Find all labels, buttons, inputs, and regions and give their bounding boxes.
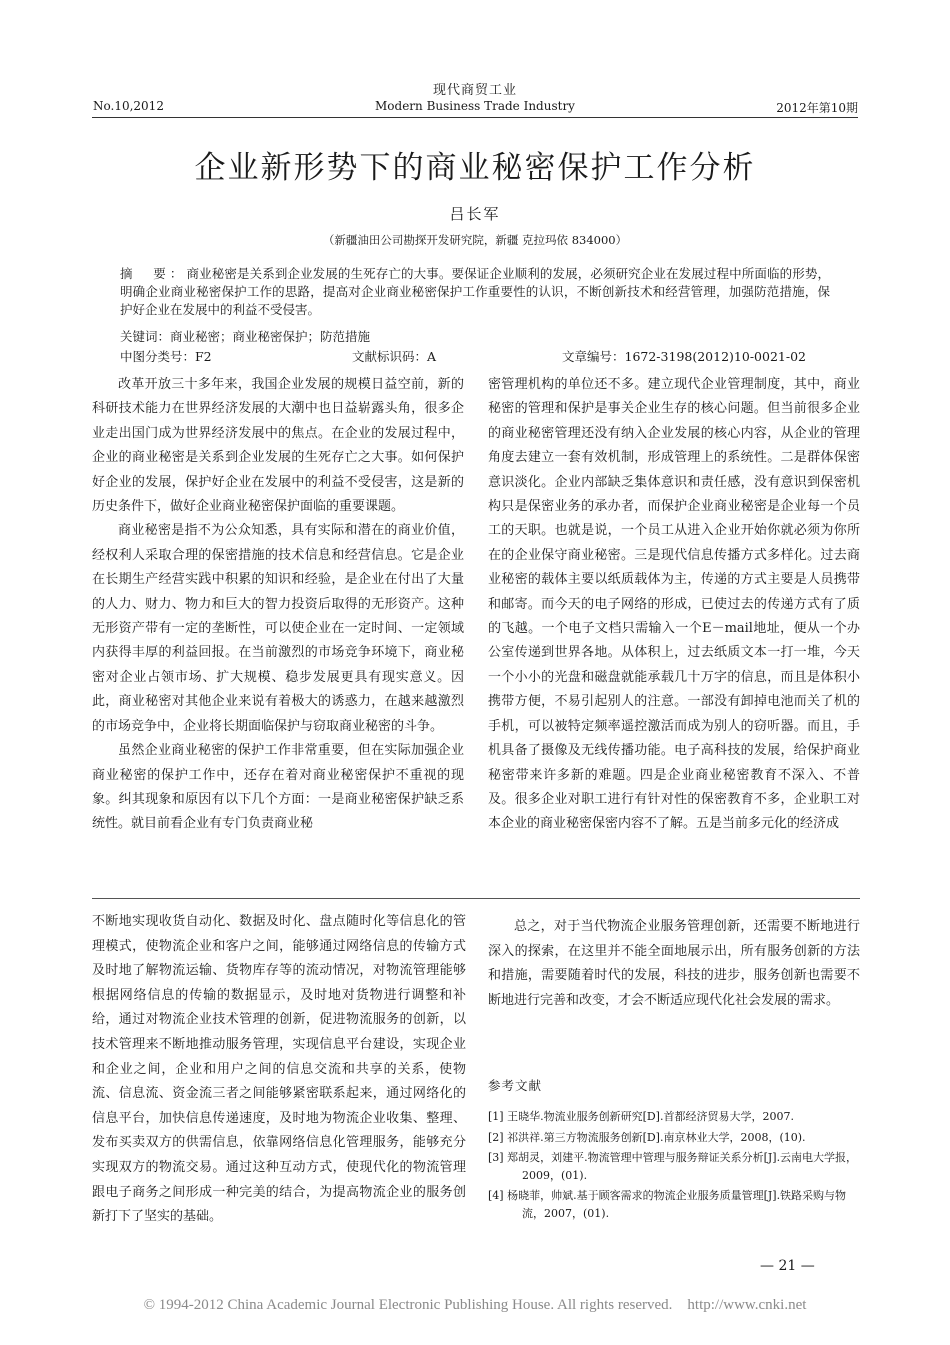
abstract-text: 商业秘密是关系到企业发展的生死存亡的大事。要保证企业顺利的发展，必须研究企业在发展过程中所面临的形势，明确企业商业秘密保护工作的思路，提高对企业商业秘密保护工作重要性的认识，不断创新技术和经营管理，加强防范措施，保护好企业在发展中的利益不受侵害。 [120, 266, 830, 317]
reference-item: [4] 杨晓菲，帅斌.基于顾客需求的物流企业服务质量管理[J].铁路采购与物流，2007，(01). [488, 1189, 847, 1220]
references-list [488, 1108, 860, 1225]
reference-item: [1] 王晓华.物流业服务创新研究[D].首都经济贸易大学，2007. [488, 1110, 794, 1123]
header-divider [92, 117, 858, 118]
journal-name-cn: 现代商贸工业 [432, 83, 517, 98]
references-heading: 参考文献 [488, 1078, 543, 1093]
author-affiliation: （新疆油田公司勘探开发研究院，新疆 克拉玛依 834000） [322, 233, 628, 247]
keywords: 关键词：商业秘密；商业秘密保护；防范措施 [120, 329, 371, 344]
paragraph: 不断地实现收货自动化、数据及时化、盘点随时化等信息化的管理模式，使物流企业和客户之间，能够通过网络信息的传输方式及时地了解物流运输、货物库存等的流动情况，对物流管理能够根据网络信息的传输的数据显示，及时地对货物进行调整和补给，通过对物流企业技术管理的创新，促进物流服务的创新，以技术管理来不断地推动服务管理，实现信息平台建设，实现企业和企业之间，企业和用户之间的信息交流和共享的关系，使物流、信息流、资金流三者之间能够紧密联系起来，通过网络化的信息平台，加快信息传递速度，及时地为物流企业收集、整理、发布买卖双方的供需信息，依靠网络信息化管理服务，能够充分实现双方的物流交易。通过这种互动方式，使现代化的物流管理跟电子商务之间形成一种完美的结合，为提高物流企业的服务创新打下了坚实的基础。 [92, 914, 466, 1225]
paragraph: 密管理机构的单位还不多。建立现代企业管理制度，其中，商业秘密的管理和保护是事关企业生存的核心问题。但当前很多企业的商业秘密管理还没有纳入企业发展的核心内容，从企业的管理角度去建立一套有效机制，形成管理上的系统性。二是群体保密意识淡化。企业内部缺乏集体意识和责任感，没有意识到保密机构只是保密业务的承办者，而保护企业商业秘密是企业每一个员工的天职。也就是说，一个员工从进入企业开始你就必须为你所在的企业保守商业秘密。三是现代信息传播方式多样化。过去商业秘密的载体主要以纸质载体为主，传递的方式主要是人员携带和邮寄。而今天的电子网络的形成，已使过去的传递方式有了质的飞越。一个电子文档只需输入一个E－mail地址，便从一个办公室传递到世界各地。从体积上，过去纸质文本一打一堆，今天一个小小的光盘和磁盘就能承载几十万字的信息，而且是体积小携带方便，不易引起别人的注意。一部没有卸掉电池而关了机的手机，可以被特定频率遥控激活而成为别人的窃听器。而且，手机具备了摄像及无线传播功能。电子高科技的发展，给保护商业秘密带来许多新的难题。四是企业商业秘密教育不深入、不普及。很多企业对职工进行有针对性的保密教育不多，企业职工对本企业的商业秘密保密内容不了解。五是当前多元化的经济成 [488, 377, 860, 832]
paragraph: 改革开放三十多年来，我国企业发展的规模日益空前，新的科研技术能力在世界经济发展的大潮中也日益崭露头角，很多企业走出国门成为世界经济发展中的焦点。在企业的发展过程中，企业的商业秘密是关系到企业发展的生死存亡之大事。如何保护好企业的发展，保护好企业在发展中的利益不受侵害，这是新的历史条件下，做好企业商业秘密保护面临的重要课题。 [92, 377, 464, 515]
paragraph: 虽然企业商业秘密的保护工作非常重要，但在实际加强企业商业秘密的保护工作中，还存在着对商业秘密保护不重视的现象。纠其现象和原因有以下几个方面：一是商业秘密保护缺乏系统性。就目前看企业有专门负责商业秘 [92, 743, 464, 832]
page-number: — 21 — [760, 1258, 815, 1274]
body-column-2 [488, 373, 860, 837]
abstract [120, 265, 830, 319]
body-column-1 [92, 373, 464, 837]
article-title: 企业新形势下的商业秘密保护工作分析 [194, 150, 756, 186]
body-column-3 [92, 910, 466, 1230]
author-name: 吕长军 [449, 205, 501, 223]
paragraph: 商业秘密是指不为公众知悉，具有实际和潜在的商业价值，经权利人采取合理的保密措施的技术信息和经营信息。它是企业在长期生产经营实践中积累的知识和经验，是企业在付出了大量的人力、财力、物力和巨大的智力投资后取得的无形资产。这种无形资产带有一定的垄断性，可以使企业在一定时间、一定领域内获得丰厚的利益回报。在当前激烈的市场竞争环境下，商业秘密对企业占领市场、扩大规模、稳步发展更具有现实意义。因此，商业秘密对其他企业来说有着极大的诱惑力，在越来越激烈的市场竞争中，企业将长期面临保护与窃取商业秘密的斗争。 [92, 523, 464, 734]
article-number: 文章编号：1672-3198(2012)10-0021-02 [562, 349, 806, 364]
issue-number-en: No.10,2012 [93, 99, 164, 113]
section-divider [92, 898, 860, 899]
abstract-label: 摘 要： [120, 266, 187, 281]
body-column-4 [488, 915, 860, 1013]
document-code: 文献标识码：A [352, 349, 437, 364]
clc-number: 中图分类号：F2 [120, 349, 212, 364]
copyright-notice: © 1994-2012 China Academic Journal Electronic Publishing House. All rights reserved. http://www.cnki.net [143, 1297, 807, 1313]
issue-number-cn: 2012年第10期 [776, 101, 858, 115]
reference-item: [2] 祁洪祥.第三方物流服务创新[D].南京林业大学，2008，(10). [488, 1130, 806, 1144]
reference-item: [3] 郑胡灵，刘建平.物流管理中管理与服务辩证关系分析[J].云南电大学报，2009，(01). [488, 1151, 858, 1182]
journal-name-en: Modern Business Trade Industry [375, 99, 575, 113]
paragraph: 总之，对于当代物流企业服务管理创新，还需要不断地进行深入的探索，在这里并不能全面地展示出，所有服务创新的方法和措施，需要随着时代的发展，科技的进步，服务创新也需要不断地进行完善和改变，才会不断适应现代化社会发展的需求。 [488, 919, 860, 1008]
